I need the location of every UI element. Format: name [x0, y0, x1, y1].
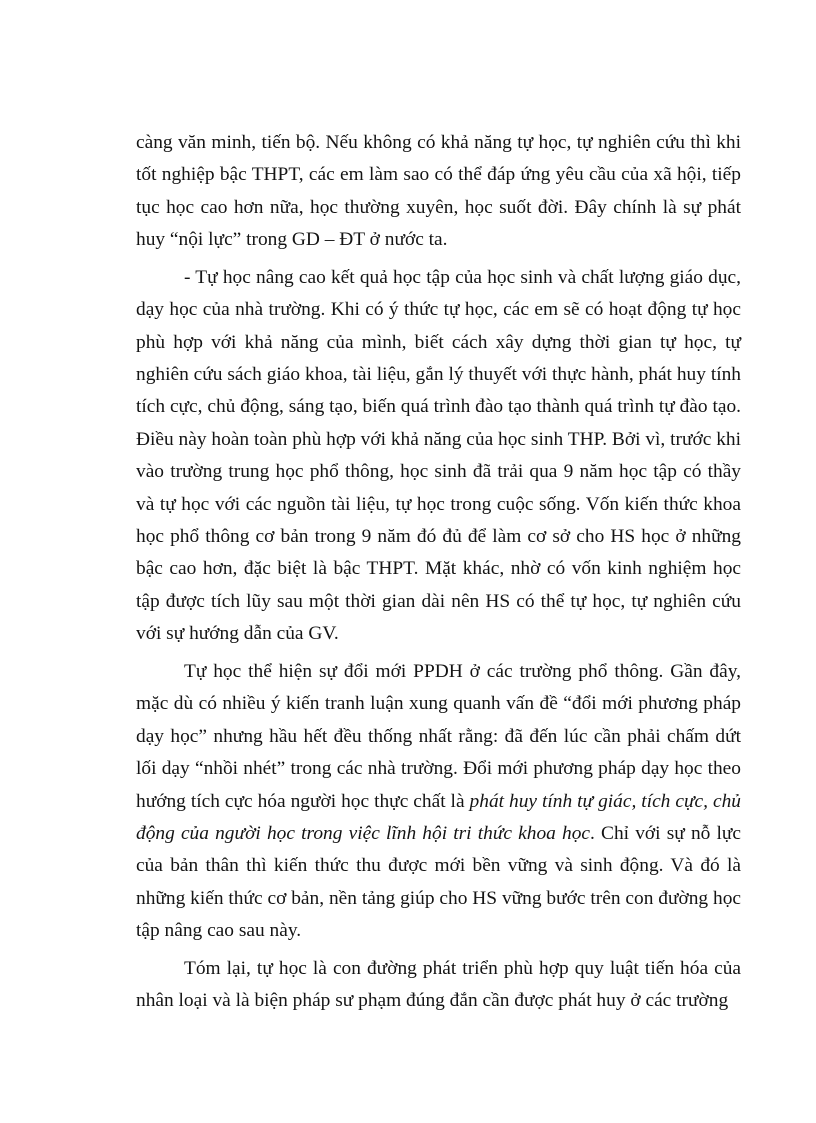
- paragraph-4: [136, 953, 741, 1018]
- paragraph-4-text: Tóm lại, tự học là con đường phát triển phù hợp quy luật tiến hóa của nhân loại và là biện pháp sư phạm đúng đắn cần được phát huy ở các trường: [136, 957, 741, 1012]
- paragraph-3-text-start: Tự học thể hiện sự đổi mới PPDH ở các trường phổ thông. Gần đây, mặc dù có nhiều ý kiến tranh luận xung quanh vấn đề “đổi mới phương pháp dạy học” nhưng hầu hết đều thống nhất rằng: đã đến lúc cần phải chấm dứt lối dạy “nhồi nhét” trong các nhà trường. Đổi mới phương pháp dạy học theo hướng tích cực hóa người học thực chất là: [136, 660, 741, 812]
- body-text: [136, 127, 741, 1023]
- paragraph-3: [136, 656, 741, 948]
- paragraph-3-italic-emphasis: phát huy tính tự giác, tích cực, chủ động của người học trong việc lĩnh hội tri thức khoa học: [136, 790, 741, 844]
- paragraph-1-text: càng văn minh, tiến bộ. Nếu không có khả năng tự học, tự nghiên cứu thì khi tốt nghiệp bậc THPT, các em làm sao có thể đáp ứng yêu cầu của xã hội, tiếp tục học cao hơn nữa, học thường xuyên, học suốt đời. Đây chính là sự phát huy “nội lực” trong GD – ĐT ở nước ta.: [136, 132, 741, 251]
- paragraph-2-text: - Tự học nâng cao kết quả học tập của học sinh và chất lượng giáo dục, dạy học của nhà trường. Khi có ý thức tự học, các em sẽ có hoạt động tự học phù hợp với khả năng của mình, biết cách xây dựng thời gian tự học, tự nghiên cứu sách giáo khoa, tài liệu, gắn lý thuyết với thực hành, phát huy tính tích cực, chủ động, sáng tạo, biến quá trình đào tạo thành quá trình tự đào tạo. Điều này hoàn toàn phù hợp với khả năng của học sinh THP. Bởi vì, trước khi vào trường trung học phổ thông, học sinh đã trải qua 9 năm học tập có thầy và tự học với các nguồn tài liệu, tự học trong cuộc sống. Vốn kiến thức khoa học phổ thông cơ bản trong 9 năm đó đủ để làm cơ sở cho HS học ở những bậc cao hơn, đặc biệt là bậc THPT. Mặt khác, nhờ có vốn kinh nghiệm học tập được tích lũy sau một thời gian dài nên HS có thể tự học, tự nghiên cứu với sự hướng dẫn của GV.: [136, 266, 741, 645]
- paragraph-1: [136, 127, 741, 257]
- paragraph-2: [136, 262, 741, 651]
- paragraph-3-text-end: . Chỉ với sự nỗ lực của bản thân thì kiến thức thu được mới bền vững và sinh động. Và đó là những kiến thức cơ bản, nền tảng giúp cho HS vững bước trên con đường học tập nâng cao sau này.: [136, 822, 742, 942]
